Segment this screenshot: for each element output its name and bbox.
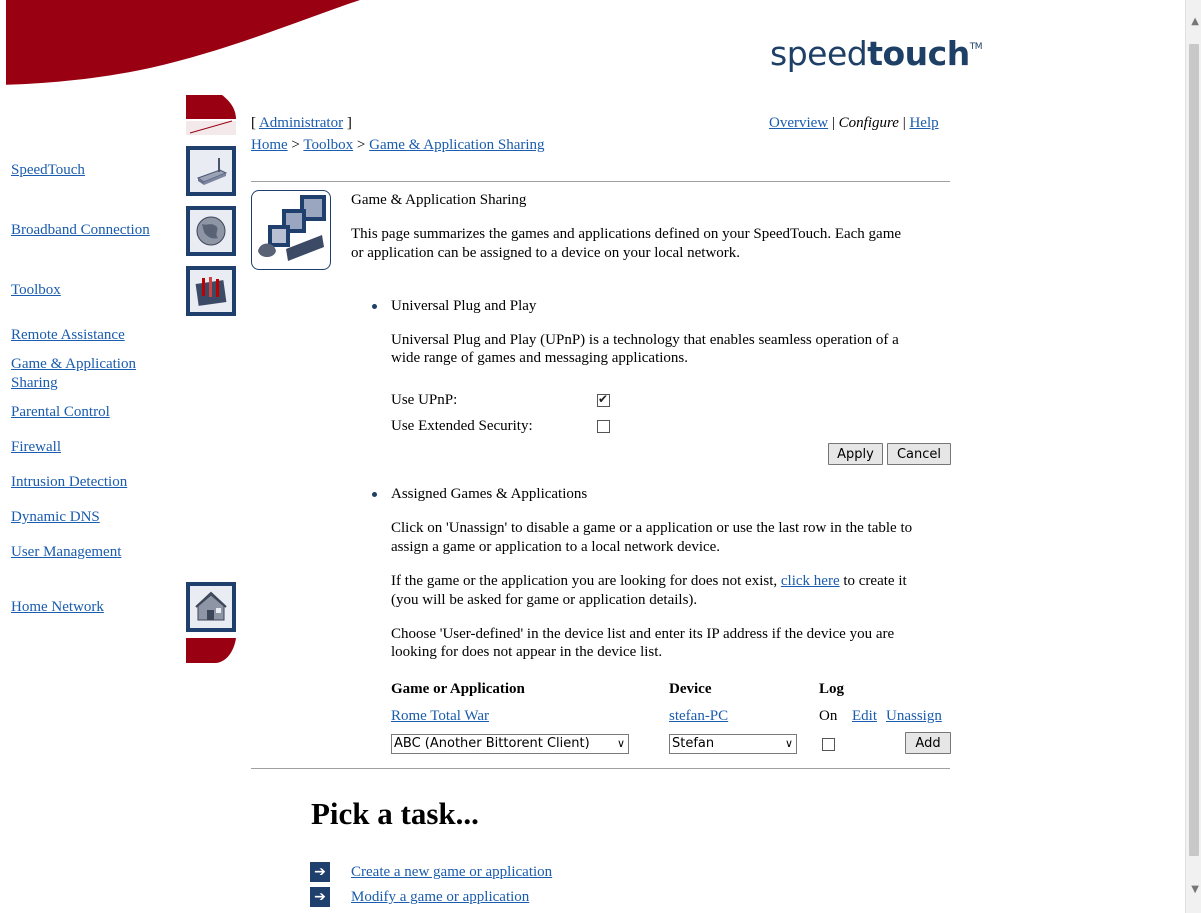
assigned-p3-line1: Choose 'User-defined' in the device list and enter its IP address if the device you are: [391, 626, 895, 642]
col-device-header: Device: [669, 681, 712, 697]
nav-home-network[interactable]: Home Network: [11, 599, 104, 615]
scroll-down-icon[interactable]: ▼: [1191, 884, 1199, 895]
arrow-right-icon: ➔: [310, 887, 330, 907]
upnp-heading: Universal Plug and Play: [391, 298, 537, 314]
assigned-p1-line1: Click on 'Unassign' to disable a game or a application or use the last row in the table to: [391, 520, 913, 536]
arrow-right-icon: ➔: [310, 862, 330, 882]
intro-line-1: This page summarizes the games and applications defined on your SpeedTouch. Each game: [351, 226, 902, 242]
row-log-value: On: [819, 708, 838, 724]
cancel-button[interactable]: Cancel: [887, 443, 951, 465]
breadcrumb-home[interactable]: Home: [251, 137, 288, 153]
upnp-desc-1: Universal Plug and Play (UPnP) is a technology that enables seamless operation of a: [391, 332, 899, 348]
router-icon[interactable]: [186, 146, 236, 196]
chevron-down-icon: ∨: [616, 737, 625, 750]
ext-security-checkbox[interactable]: [597, 420, 610, 433]
nav-remote-assistance[interactable]: Remote Assistance: [11, 327, 125, 343]
device-select[interactable]: Stefan ∨: [669, 734, 797, 754]
nav-user-management[interactable]: User Management: [11, 544, 122, 560]
assigned-p3-line2: looking for does not appear in the device list.: [391, 644, 663, 660]
assigned-p2-line1: If the game or the application you are looking for does not exist, click here to create it: [391, 573, 907, 589]
nav-speedtouch[interactable]: SpeedTouch: [11, 162, 85, 178]
breadcrumb-current[interactable]: Game & Application Sharing: [369, 137, 545, 153]
page-title: Game & Application Sharing: [351, 192, 527, 208]
globe-icon[interactable]: [186, 206, 236, 256]
user-info: [ Administrator ]: [251, 115, 352, 131]
intro-line-2: or application can be assigned to a device on your local network.: [351, 245, 741, 261]
row-game-link[interactable]: Rome Total War: [391, 708, 490, 724]
help-link[interactable]: Help: [909, 115, 939, 131]
bullet-icon: [372, 492, 377, 497]
toolbox-icon[interactable]: [186, 266, 236, 316]
assigned-heading: Assigned Games & Applications: [391, 486, 588, 502]
nav-intrusion-detection[interactable]: Intrusion Detection: [11, 474, 128, 490]
add-button[interactable]: Add: [905, 732, 951, 754]
scroll-up-icon[interactable]: ▲: [1191, 16, 1199, 27]
nav-dynamic-dns[interactable]: Dynamic DNS: [11, 509, 100, 525]
scroll-thumb[interactable]: [1189, 44, 1199, 856]
task-create-link[interactable]: Create a new game or application: [351, 864, 553, 880]
breadcrumb: Home > Toolbox > Game & Application Sharing: [251, 137, 545, 153]
log-checkbox[interactable]: [822, 738, 835, 751]
nav-firewall[interactable]: Firewall: [11, 439, 61, 455]
col-log-header: Log: [819, 681, 845, 697]
overview-link[interactable]: Overview: [769, 115, 829, 131]
col-game-header: Game or Application: [391, 681, 525, 697]
game-select[interactable]: ABC (Another Bittorent Client) ∨: [391, 734, 629, 754]
nav-top-tab: [186, 95, 236, 140]
click-here-link[interactable]: click here: [780, 573, 840, 589]
upnp-desc-2: wide range of games and messaging applications.: [391, 350, 688, 366]
row-unassign-link[interactable]: Unassign: [886, 708, 942, 724]
assigned-p2-line2: (you will be asked for game or application details).: [391, 592, 698, 608]
ext-security-label: Use Extended Security:: [391, 418, 533, 434]
bullet-icon: [372, 304, 377, 309]
use-upnp-label: Use UPnP:: [391, 392, 458, 408]
header-wave: [0, 0, 420, 90]
nav-parental-control[interactable]: Parental Control: [11, 404, 110, 420]
configure-label: Configure: [838, 115, 899, 131]
nav-bottom-tab: [186, 638, 236, 663]
chevron-down-icon: ∨: [784, 737, 793, 750]
task-modify-link[interactable]: Modify a game or application: [351, 889, 530, 905]
view-switcher: Overview | Configure | Help: [769, 115, 939, 131]
pick-task-heading: Pick a task...: [311, 796, 479, 831]
game-sharing-page-icon: [251, 190, 331, 270]
administrator-link[interactable]: Administrator: [258, 115, 344, 131]
speedtouch-logo: speedtouch™: [770, 34, 982, 73]
row-edit-link[interactable]: Edit: [852, 708, 877, 724]
use-upnp-checkbox[interactable]: [597, 394, 610, 407]
house-icon[interactable]: [186, 582, 236, 632]
nav-toolbox[interactable]: Toolbox: [11, 282, 61, 298]
vertical-scrollbar[interactable]: [1185, 0, 1201, 913]
apply-button[interactable]: Apply: [828, 443, 883, 465]
divider-top: [251, 181, 950, 182]
nav-game-application-sharing[interactable]: Game & Application Sharing: [11, 356, 136, 391]
divider-bottom: [251, 768, 950, 769]
row-device-link[interactable]: stefan-PC: [669, 708, 729, 724]
nav-broadband-connection[interactable]: Broadband Connection: [11, 222, 150, 238]
assigned-p1-line2: assign a game or application to a local network device.: [391, 539, 721, 555]
breadcrumb-toolbox[interactable]: Toolbox: [303, 137, 354, 153]
